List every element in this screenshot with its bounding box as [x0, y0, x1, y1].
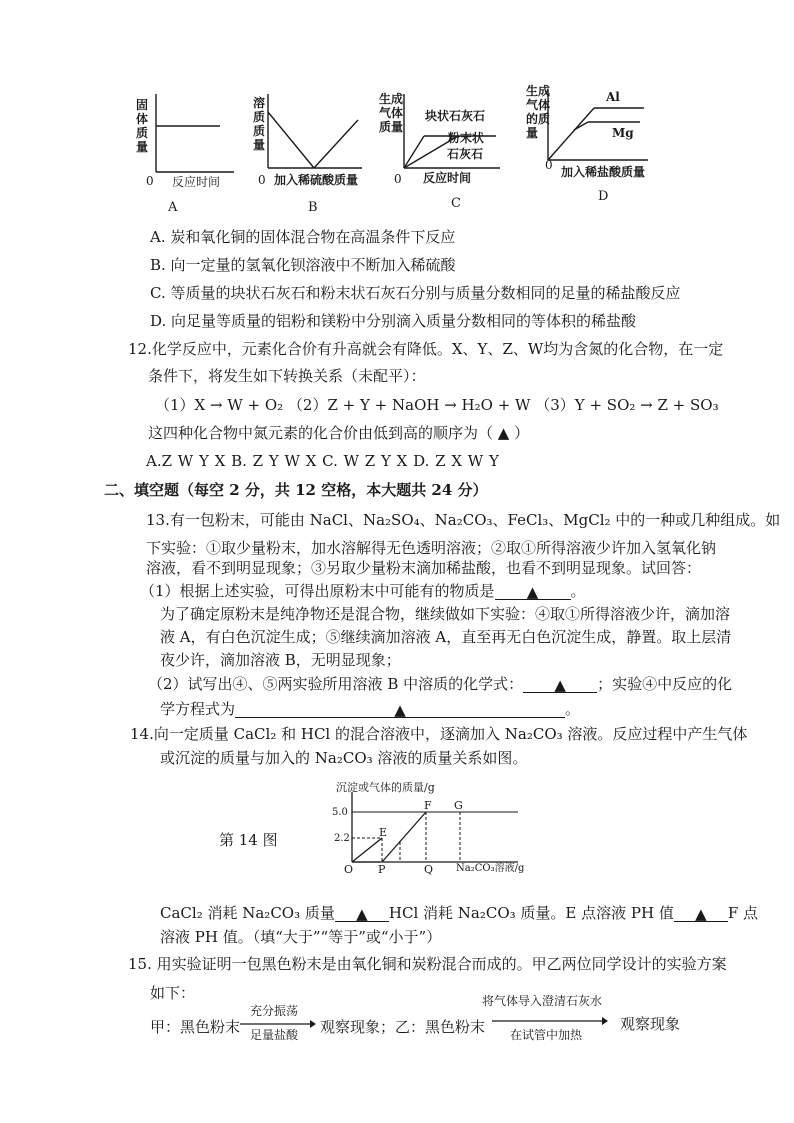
q13-answer-blank-1[interactable]: ▲ — [495, 583, 571, 600]
graph-c-line2a: 粉末状 — [448, 131, 485, 145]
q15-plan-jia-label: 甲：黑色粉末 — [150, 1018, 241, 1036]
q13-line6: 液 A，有白色沉淀生成；⑤继续滴加溶液 A，直至再无白色沉淀生成，静置。取上层清 — [160, 628, 732, 646]
graph-c-caption: C — [451, 196, 461, 211]
graph-d-origin: 0 — [545, 158, 553, 172]
q15-plan-yi-bottom: 在试管中加热 — [510, 1028, 583, 1042]
q13-line4-end: 。 — [570, 582, 586, 600]
q11-option-c: C. 等质量的块状石灰石和粉末状石灰石分别与质量分数相同的足量的稀盐酸反应 — [150, 284, 681, 302]
q13-line8-end: ；实验④中反应的化 — [597, 675, 733, 693]
q13-line4 — [140, 582, 586, 600]
q13-line5: 为了确定原粉末是纯净物还是混合物，继续做如下实验：④取①所得溶液少许，滴加溶 — [160, 605, 731, 623]
graph-c-xlabel: 反应时间 — [423, 171, 472, 185]
q14-graph-point-g: G — [454, 799, 463, 812]
q14-figure-label: 第 14 图 — [219, 831, 278, 849]
q11-option-a: A. 炭和氧化铜的固体混合物在高温条件下反应 — [150, 228, 456, 246]
graph-b-origin: 0 — [258, 173, 266, 187]
q13-line8 — [148, 675, 732, 693]
q12-question: 这四种化合物中氮元素的化合价由低到高的顺序为（ ▲ ） — [148, 424, 530, 442]
q14-graph-origin: O — [344, 863, 354, 876]
q14-graph-p: P — [378, 863, 386, 876]
q14-line4: 溶液 PH 值。（填“大于”“等于”或“小于”） — [160, 928, 442, 946]
graph-d-line1: Al — [606, 90, 620, 104]
q13-line9-end: 。 — [565, 700, 581, 718]
q14-graph-q: Q — [424, 863, 434, 876]
q14-line3-part1: CaCl₂ 消耗 Na₂CO₃ 质量 — [160, 904, 335, 922]
q13-answer-blank-2[interactable]: ▲ — [523, 676, 597, 693]
q13-line7: 夜少许，滴加溶液 B，无明显现象； — [160, 651, 401, 669]
graph-d-ylabel: 生成气体的质量 — [526, 84, 551, 140]
graph-b-ylabel: 溶质质量 — [253, 96, 266, 152]
q15-plan-jia-top: 充分振荡 — [250, 1004, 299, 1018]
q15-plan-yi-end: 观察现象 — [620, 1015, 681, 1033]
q14-graph-xtitle: Na₂CO₃溶液/g — [456, 863, 525, 874]
q13-line1: 13.有一包粉末，可能由 NaCl、Na₂SO₄、Na₂CO₃、FeCl₃、MgCl₂ 中的一种或几种组成。如 — [146, 511, 781, 529]
graph-b-caption: B — [308, 200, 318, 215]
graph-a-ylabel: 固体质量 — [136, 98, 149, 154]
q12-equations: （1）X → W + O₂ （2）Z + Y + NaOH → H₂O + W （3）Y + SO₂ → Z + SO₃ — [155, 396, 719, 414]
q11-option-d: D. 向足量等质量的铝粉和镁粉中分别滴入质量分数相同的等体积的稀盐酸 — [150, 312, 637, 330]
q11-option-b: B. 向一定量的氢氧化钡溶液中不断加入稀硫酸 — [150, 256, 456, 274]
q13-line9 — [160, 700, 580, 718]
q13-line2: 下实验：①取少量粉末，加水溶解得无色透明溶液；②取①所得溶液少许加入氢氧化钠 — [146, 539, 717, 557]
q15-line1: 15. 用实验证明一包黑色粉末是由氧化铜和炭粉混合而成的。甲乙两位同学设计的实验方案 — [128, 955, 727, 973]
q14-line1: 14.向一定质量 CaCl₂ 和 HCl 的混合溶液中，逐滴加入 Na₂CO₃ 溶液。反应过程中产生气体 — [130, 725, 748, 743]
q15-line2: 如下： — [150, 984, 196, 1002]
graph-d-caption: D — [598, 189, 609, 204]
q13-line4-text: （1）根据上述实验，可得出原粉末中可能有的物质是 — [140, 582, 495, 600]
graph-c-origin: 0 — [394, 172, 402, 186]
section-2-title: 二、填空题（每空 2 分，共 12 空格，本大题共 24 分） — [104, 481, 488, 499]
q15-plan-yi-top: 将气体导入澄清石灰水 — [482, 994, 603, 1008]
q13-line3: 溶液，看不到明显现象；③另取少量粉末滴加稀盐酸，也看不到明显现象。试回答： — [146, 559, 702, 577]
q13-answer-blank-3[interactable]: ▲ — [235, 701, 565, 718]
q14-graph-y22: 2.2 — [334, 833, 350, 844]
graph-b-xlabel: 加入稀硫酸质量 — [274, 173, 359, 187]
q15-yi-arrow — [492, 1016, 608, 1026]
q14-line3 — [160, 904, 758, 922]
q14-graph-y50: 5.0 — [332, 807, 348, 818]
q15-plan-jia-end: 观察现象；乙：黑色粉末 — [320, 1018, 486, 1036]
graph-a-caption: A — [168, 200, 178, 215]
q12-line1: 12.化学反应中，元素化合价有升高就会有降低。X、Y、Z、W均为含氮的化合物，在一定 — [128, 340, 724, 358]
q13-line9-text: 学方程式为 — [160, 700, 236, 718]
q14-line3-part3: F 点 — [727, 904, 759, 922]
q15-plan-jia-bottom: 足量盐酸 — [250, 1028, 299, 1042]
q14-graph-point-e: E — [379, 826, 388, 839]
q14-graph-point-f: F — [424, 799, 432, 812]
q12-line2: 条件下，将发生如下转换关系（未配平）： — [148, 367, 426, 385]
graph-d-xlabel: 加入稀盐酸质量 — [561, 165, 646, 179]
graph-c-line1: 块状石灰石 — [425, 109, 486, 123]
q14-line2: 或沉淀的质量与加入的 Na₂CO₃ 溶液的质量关系如图。 — [160, 749, 528, 767]
graph-a-xlabel: 反应时间 — [172, 175, 221, 189]
q14-graph-ytitle: 沉淀或气体的质量/g — [336, 781, 435, 794]
graph-a-origin: 0 — [146, 174, 154, 188]
q14-answer-blank-2[interactable]: ▲ — [674, 905, 728, 922]
graph-c-line2b: 石灰石 — [447, 147, 484, 161]
q13-line8-text: （2）试写出④、⑤两实验所用溶液 B 中溶质的化学式： — [148, 675, 524, 693]
q14-line3-part2: HCl 消耗 Na₂CO₃ 质量。E 点溶液 PH 值 — [388, 904, 674, 922]
q14-answer-blank-1[interactable]: ▲ — [335, 905, 389, 922]
graph-c-ylabel: 生成气体质量 — [379, 92, 404, 134]
graph-d-line2: Mg — [612, 126, 634, 140]
q12-options: A.Z W Y X B. Z Y W X C. W Z Y X D. Z X W Y — [146, 452, 499, 470]
